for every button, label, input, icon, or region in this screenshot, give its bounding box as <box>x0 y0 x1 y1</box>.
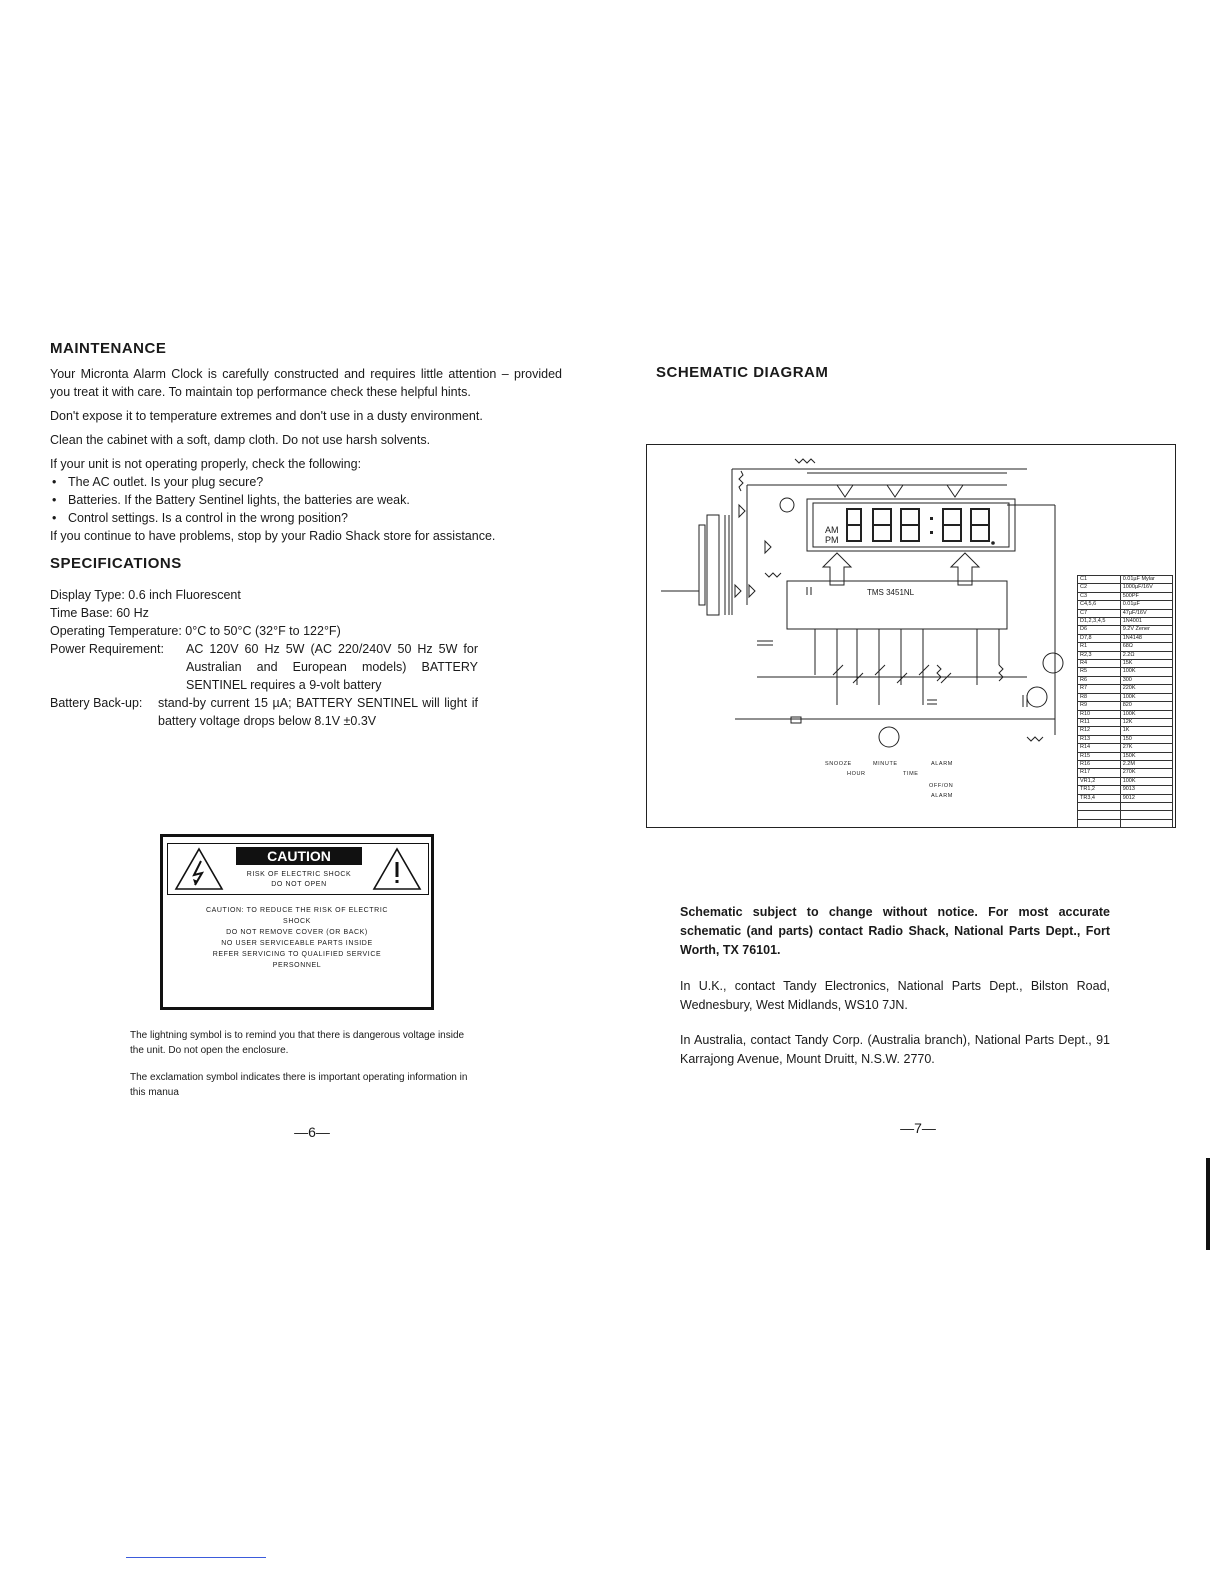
part-ref: R4 <box>1078 660 1121 668</box>
part-value: 9012 <box>1120 794 1172 802</box>
list-item: • The AC outlet. Is your plug secure? <box>52 475 264 489</box>
part-ref: R13 <box>1078 735 1121 743</box>
table-row <box>1078 576 1173 584</box>
label-alarm-top: ALARM <box>931 761 953 767</box>
caution-title: CAUTION <box>236 847 362 865</box>
part-ref: C2 <box>1078 584 1121 592</box>
caution-body <box>167 905 427 971</box>
lightning-warning-icon <box>174 847 224 891</box>
part-value: 100K <box>1120 777 1172 785</box>
page-number-right: —7— <box>900 1120 936 1136</box>
table-row <box>1078 752 1173 760</box>
caution-body-line: NO USER SERVICEABLE PARTS INSIDE <box>221 940 373 947</box>
spec-backup: Battery Back-up: stand-by current 15 µA; BATTERY SENTINEL will light if battery voltage drops below 8.1V ±0.3V <box>50 696 478 728</box>
part-ref: C1 <box>1078 576 1121 584</box>
empty-cell <box>1120 802 1172 810</box>
parts-table <box>1077 575 1173 828</box>
exclamation-note: The exclamation symbol indicates there is important operating information in this manua <box>130 1072 468 1098</box>
part-value: 100K <box>1120 693 1172 701</box>
part-ref: R15 <box>1078 752 1121 760</box>
part-ref: R2,3 <box>1078 651 1121 659</box>
maintenance-check: If your unit is not operating properly, check the following: <box>50 457 362 471</box>
empty-cell <box>1078 802 1121 810</box>
part-value: 68Ω <box>1120 643 1172 651</box>
part-ref: R9 <box>1078 702 1121 710</box>
table-row <box>1078 769 1173 777</box>
empty-cell <box>1120 811 1172 819</box>
maintenance-intro: Your Micronta Alarm Clock is carefully constructed and requires little attention – provided you treat it with care. To maintain top performance check these helpful hints. <box>50 367 562 399</box>
table-row <box>1078 693 1173 701</box>
part-value: 300 <box>1120 676 1172 684</box>
part-ref: R1 <box>1078 643 1121 651</box>
australia-contact: In Australia, contact Tandy Corp. (Australia branch), National Parts Dept., 91 Karrajong Avenue, Mount Druitt, N.S.W. 2770. <box>680 1033 1110 1066</box>
part-ref: D1,2,3,4,5 <box>1078 618 1121 626</box>
part-value: 100K <box>1120 710 1172 718</box>
empty-cell <box>1078 819 1121 827</box>
maintenance-clean: Clean the cabinet with a soft, damp cloth. Do not use harsh solvents. <box>50 433 431 447</box>
table-row <box>1078 794 1173 802</box>
part-ref: D6 <box>1078 626 1121 634</box>
empty-cell <box>1078 811 1121 819</box>
table-row <box>1078 702 1173 710</box>
part-ref: R7 <box>1078 685 1121 693</box>
schematic-notice: Schematic subject to change without notice. For most accurate schematic (and parts) contact Radio Shack, National Parts Dept., Fort Worth, TX 76101. <box>680 905 1110 957</box>
part-ref: TR3,4 <box>1078 794 1121 802</box>
table-row-empty <box>1078 819 1173 827</box>
part-value: 0.01µF Mylar <box>1120 576 1172 584</box>
part-ref: R14 <box>1078 744 1121 752</box>
lightning-note: The lightning symbol is to remind you that there is dangerous voltage inside the unit. Do not open the enclosure. <box>130 1030 465 1056</box>
label-snooze: SNOOZE <box>825 761 852 767</box>
check-list <box>50 473 562 527</box>
table-row <box>1078 592 1173 600</box>
label-minute: MINUTE <box>873 761 898 767</box>
am-indicator: AM <box>825 525 839 535</box>
maintenance-heading: MAINTENANCE <box>50 340 167 357</box>
exclamation-warning-icon <box>372 847 422 891</box>
part-ref: R16 <box>1078 760 1121 768</box>
caution-risk-text: RISK OF ELECTRIC SHOCK <box>246 871 352 878</box>
list-item: • Control settings. Is a control in the wrong position? <box>52 511 349 525</box>
part-ref: R17 <box>1078 769 1121 777</box>
ic-label: TMS 3451NL <box>867 588 915 597</box>
pm-indicator: PM <box>825 535 839 545</box>
left-page-content <box>50 340 562 730</box>
table-row <box>1078 651 1173 659</box>
part-value: 27K <box>1120 744 1172 752</box>
maintenance-continue: If you continue to have problems, stop by your Radio Shack store for assistance. <box>50 529 496 543</box>
part-value: 1K <box>1120 727 1172 735</box>
label-off-on: OFF/ON <box>929 783 954 789</box>
table-row <box>1078 609 1173 617</box>
circuit-drawing <box>647 445 1077 825</box>
part-value: 150K <box>1120 752 1172 760</box>
table-row <box>1078 584 1173 592</box>
part-ref: R8 <box>1078 693 1121 701</box>
caution-header <box>167 843 429 895</box>
part-value: 1000µF/16V <box>1120 584 1172 592</box>
part-value: 150 <box>1120 735 1172 743</box>
table-row <box>1078 735 1173 743</box>
table-row <box>1078 727 1173 735</box>
part-value: 1N4148 <box>1120 634 1172 642</box>
spec-operating-temp: Operating Temperature: 0°C to 50°C (32°F to 122°F) <box>50 624 341 638</box>
table-row <box>1078 618 1173 626</box>
caution-body-line: REFER SERVICING TO QUALIFIED SERVICE <box>212 951 382 958</box>
label-alarm-bottom: ALARM <box>931 793 953 799</box>
part-ref: R5 <box>1078 668 1121 676</box>
list-item: • Batteries. If the Battery Sentinel lights, the batteries are weak. <box>52 493 410 507</box>
table-row <box>1078 634 1173 642</box>
part-ref: VR1,2 <box>1078 777 1121 785</box>
part-ref: C7 <box>1078 609 1121 617</box>
part-value: 220K <box>1120 685 1172 693</box>
caution-body-line: PERSONNEL <box>272 962 322 969</box>
part-value: 1N4001 <box>1120 618 1172 626</box>
caution-body-line: DO NOT REMOVE COVER (OR BACK) <box>226 929 368 936</box>
part-value: 12K <box>1120 718 1172 726</box>
page-number-left: —6— <box>294 1124 330 1140</box>
part-value: 0.01µF <box>1120 601 1172 609</box>
caution-do-not-open: DO NOT OPEN <box>271 881 327 888</box>
part-ref: C4,5,6 <box>1078 601 1121 609</box>
part-value: 2.2Ω <box>1120 651 1172 659</box>
uk-contact: In U.K., contact Tandy Electronics, National Parts Dept., Bilston Road, Wednesbury, West Midlands, WS10 7JN. <box>680 979 1110 1012</box>
part-value: 820 <box>1120 702 1172 710</box>
table-row <box>1078 718 1173 726</box>
part-ref: R11 <box>1078 718 1121 726</box>
table-row-empty <box>1078 811 1173 819</box>
empty-cell <box>1120 819 1172 827</box>
label-hour: HOUR <box>847 771 866 777</box>
caution-label <box>160 834 434 1010</box>
part-value: 100K <box>1120 668 1172 676</box>
table-row <box>1078 626 1173 634</box>
table-row <box>1078 786 1173 794</box>
table-row <box>1078 676 1173 684</box>
table-row <box>1078 760 1173 768</box>
specifications-list <box>50 586 480 730</box>
caution-body-line: SHOCK <box>283 918 311 925</box>
table-row <box>1078 601 1173 609</box>
spec-power: Power Requirement: AC 120V 60 Hz 5W (AC 220/240V 50 Hz 5W for Australian and European models) BATTERY SENTINEL requires a 9-volt battery <box>50 642 478 692</box>
part-ref: R12 <box>1078 727 1121 735</box>
part-ref: D7,8 <box>1078 634 1121 642</box>
page-edge-mark <box>1206 1158 1210 1250</box>
specifications-heading: SPECIFICATIONS <box>50 555 182 572</box>
part-value: 15K <box>1120 660 1172 668</box>
table-row <box>1078 710 1173 718</box>
table-row <box>1078 643 1173 651</box>
part-value: 47µF/16V <box>1120 609 1172 617</box>
spec-timebase: Time Base: 60 Hz <box>50 606 149 620</box>
part-ref: TR1,2 <box>1078 786 1121 794</box>
part-value: 9013 <box>1120 786 1172 794</box>
part-ref: R6 <box>1078 676 1121 684</box>
spec-display: Display Type: 0.6 inch Fluorescent <box>50 588 241 602</box>
part-value: 270K <box>1120 769 1172 777</box>
table-row <box>1078 685 1173 693</box>
part-ref: R10 <box>1078 710 1121 718</box>
schematic-heading: SCHEMATIC DIAGRAM <box>656 364 829 381</box>
schematic-diagram <box>646 444 1176 828</box>
part-value: 9.2V Zener <box>1120 626 1172 634</box>
part-value: 500PF <box>1120 592 1172 600</box>
table-row <box>1078 744 1173 752</box>
table-row <box>1078 777 1173 785</box>
caution-body-line: CAUTION: TO REDUCE THE RISK OF ELECTRIC <box>205 907 389 914</box>
label-time: TIME <box>903 771 919 777</box>
maintenance-expose: Don't expose it to temperature extremes and don't use in a dusty environment. <box>50 409 483 423</box>
part-value: 2.2M <box>1120 760 1172 768</box>
part-ref: C3 <box>1078 592 1121 600</box>
table-row-empty <box>1078 802 1173 810</box>
bottom-rule <box>126 1557 266 1558</box>
table-row <box>1078 668 1173 676</box>
table-row <box>1078 660 1173 668</box>
